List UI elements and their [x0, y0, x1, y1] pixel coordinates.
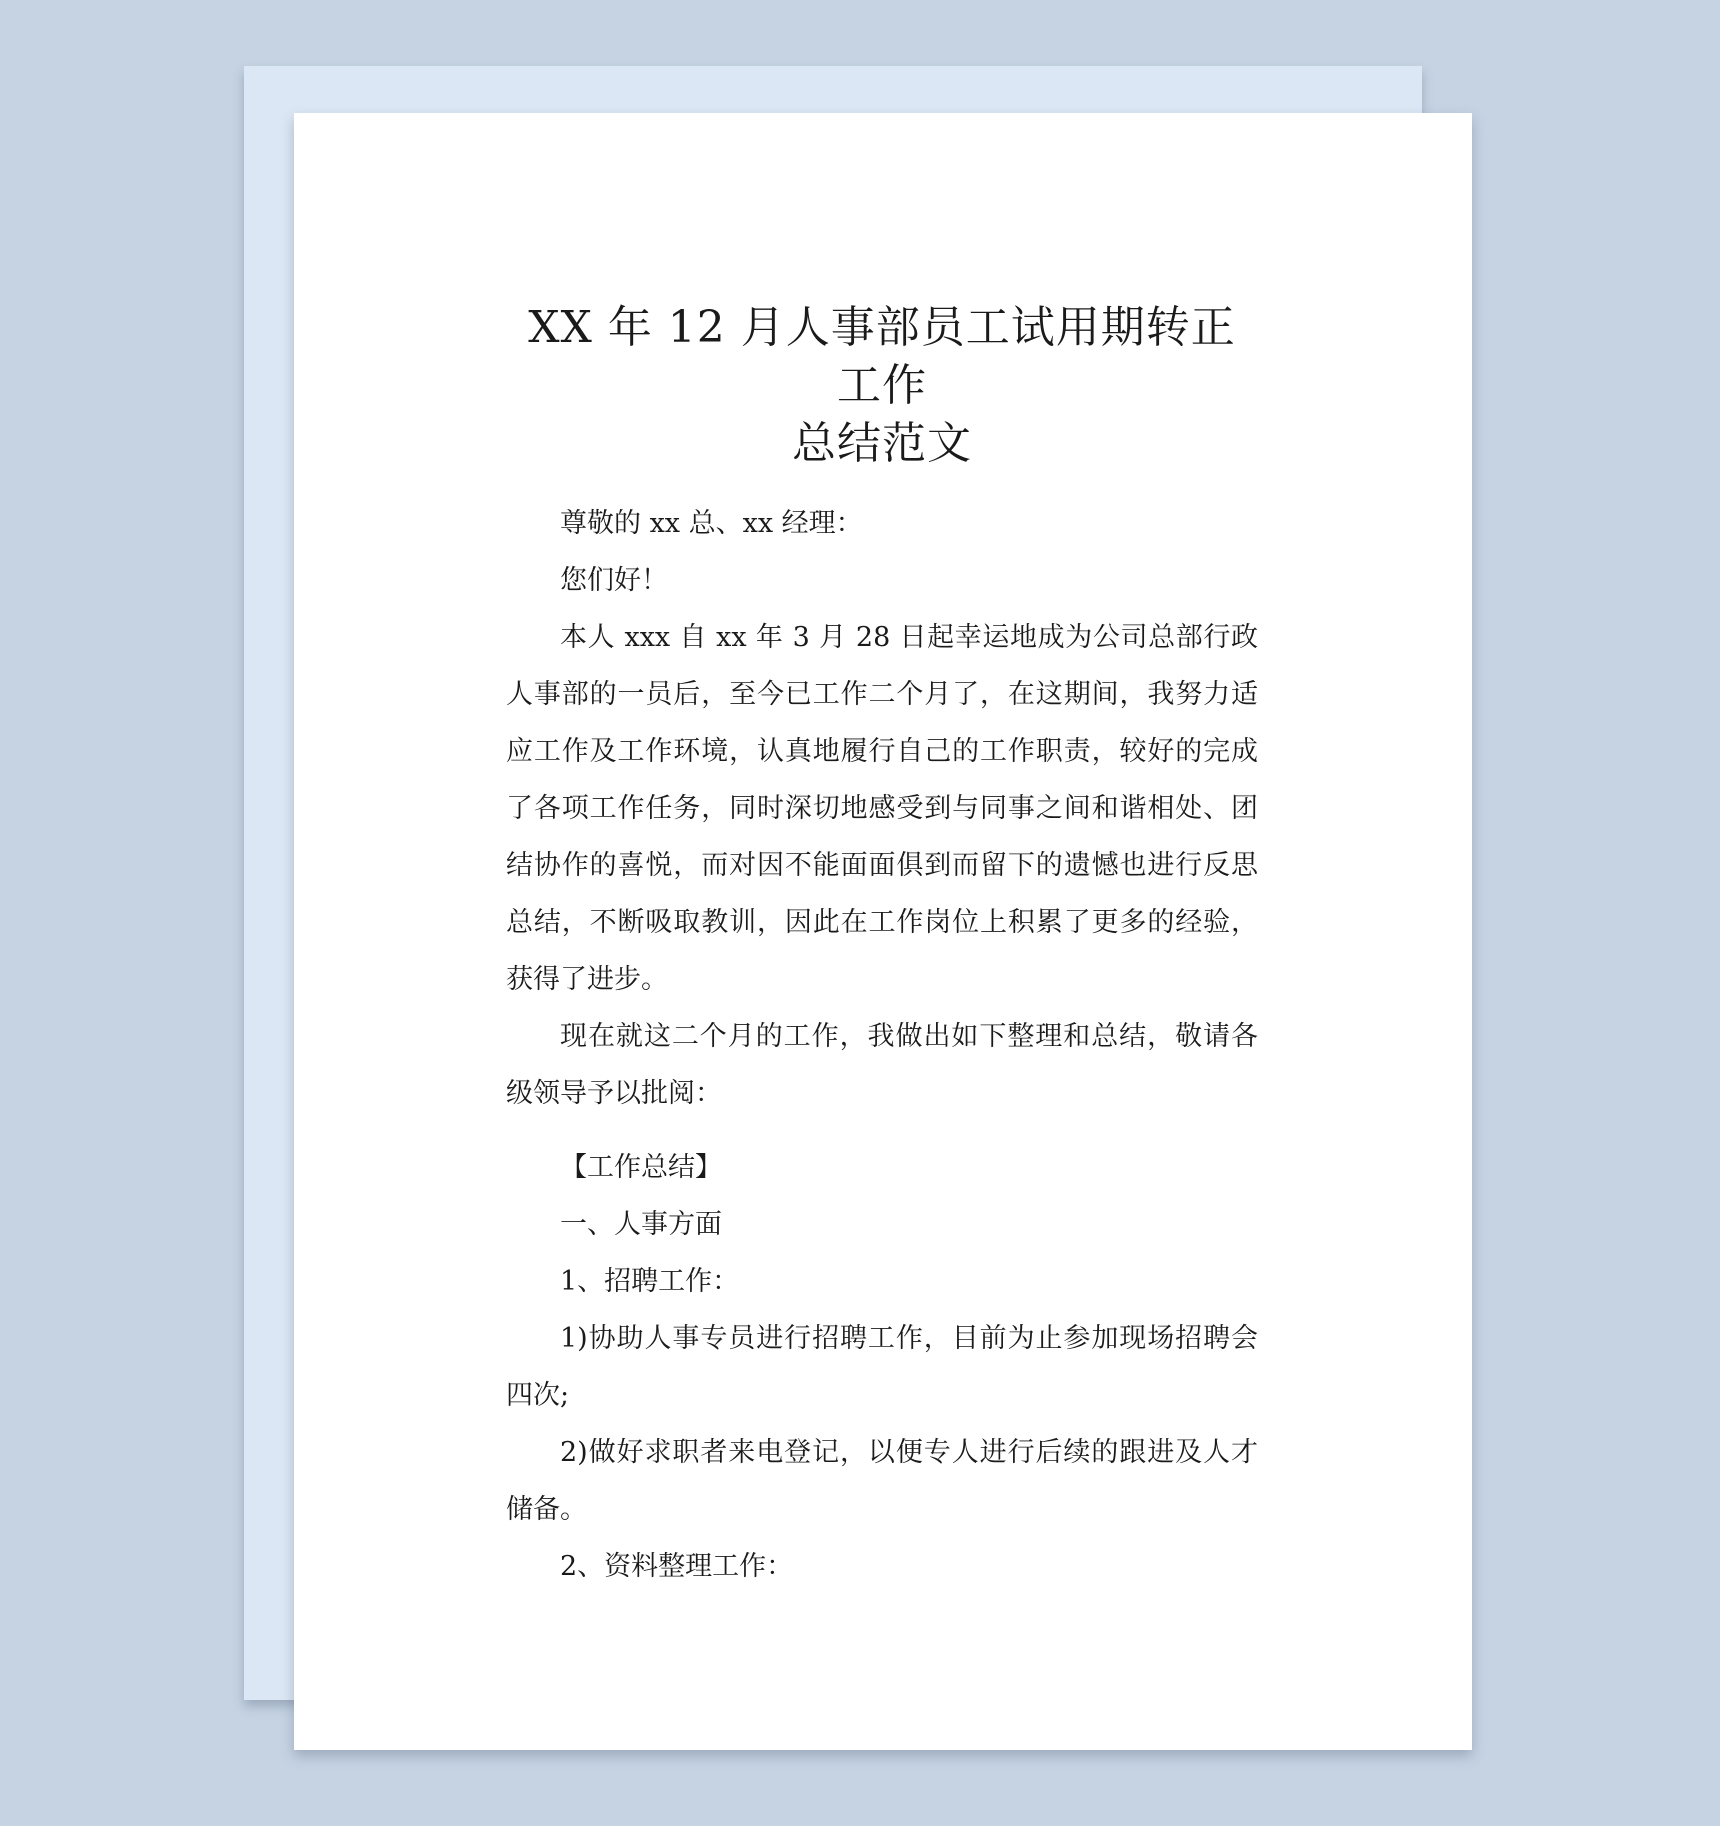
list-subitem-1: 1)协助人事专员进行招聘工作，目前为止参加现场招聘会四次;	[506, 1323, 1258, 1411]
paragraph-gap	[506, 1122, 1258, 1139]
list-subitem-2: 2)做好求职者来电登记，以便专人进行后续的跟进及人才储备。	[506, 1437, 1258, 1525]
salutation: 尊敬的 xx 总、xx 经理：	[560, 508, 863, 539]
greeting: 您们好！	[560, 565, 668, 596]
document-page	[294, 113, 1472, 1750]
title-line-1: XX 年 12 月人事部员工试用期转正工作	[528, 302, 1236, 411]
document-body	[506, 299, 1258, 1595]
document-title	[506, 299, 1258, 473]
list-item-recruitment: 1、招聘工作：	[560, 1266, 740, 1297]
section-heading: 【工作总结】	[560, 1152, 722, 1183]
summary-intro-paragraph: 现在就这二个月的工作，我做出如下整理和总结，敬请各级领导予以批阅：	[506, 1021, 1258, 1109]
title-line-2: 总结范文	[792, 418, 972, 469]
intro-paragraph: 本人 xxx 自 xx 年 3 月 28 日起幸运地成为公司总部行政人事部的一员后，至今已工作二个月了，在这期间，我努力适应工作及工作环境，认真地履行自己的工作职责，较好的完成了各项工作任务，同时深切地感受到与同事之间和谐相处、团结协作的喜悦，而对因不能面面俱到而留下的遗憾也进行反思总结，不断吸取教训，因此在工作岗位上积累了更多的经验，获得了进步。	[506, 622, 1258, 995]
list-item-documents: 2、资料整理工作：	[560, 1551, 794, 1582]
subsection-heading: 一、人事方面	[560, 1209, 722, 1240]
